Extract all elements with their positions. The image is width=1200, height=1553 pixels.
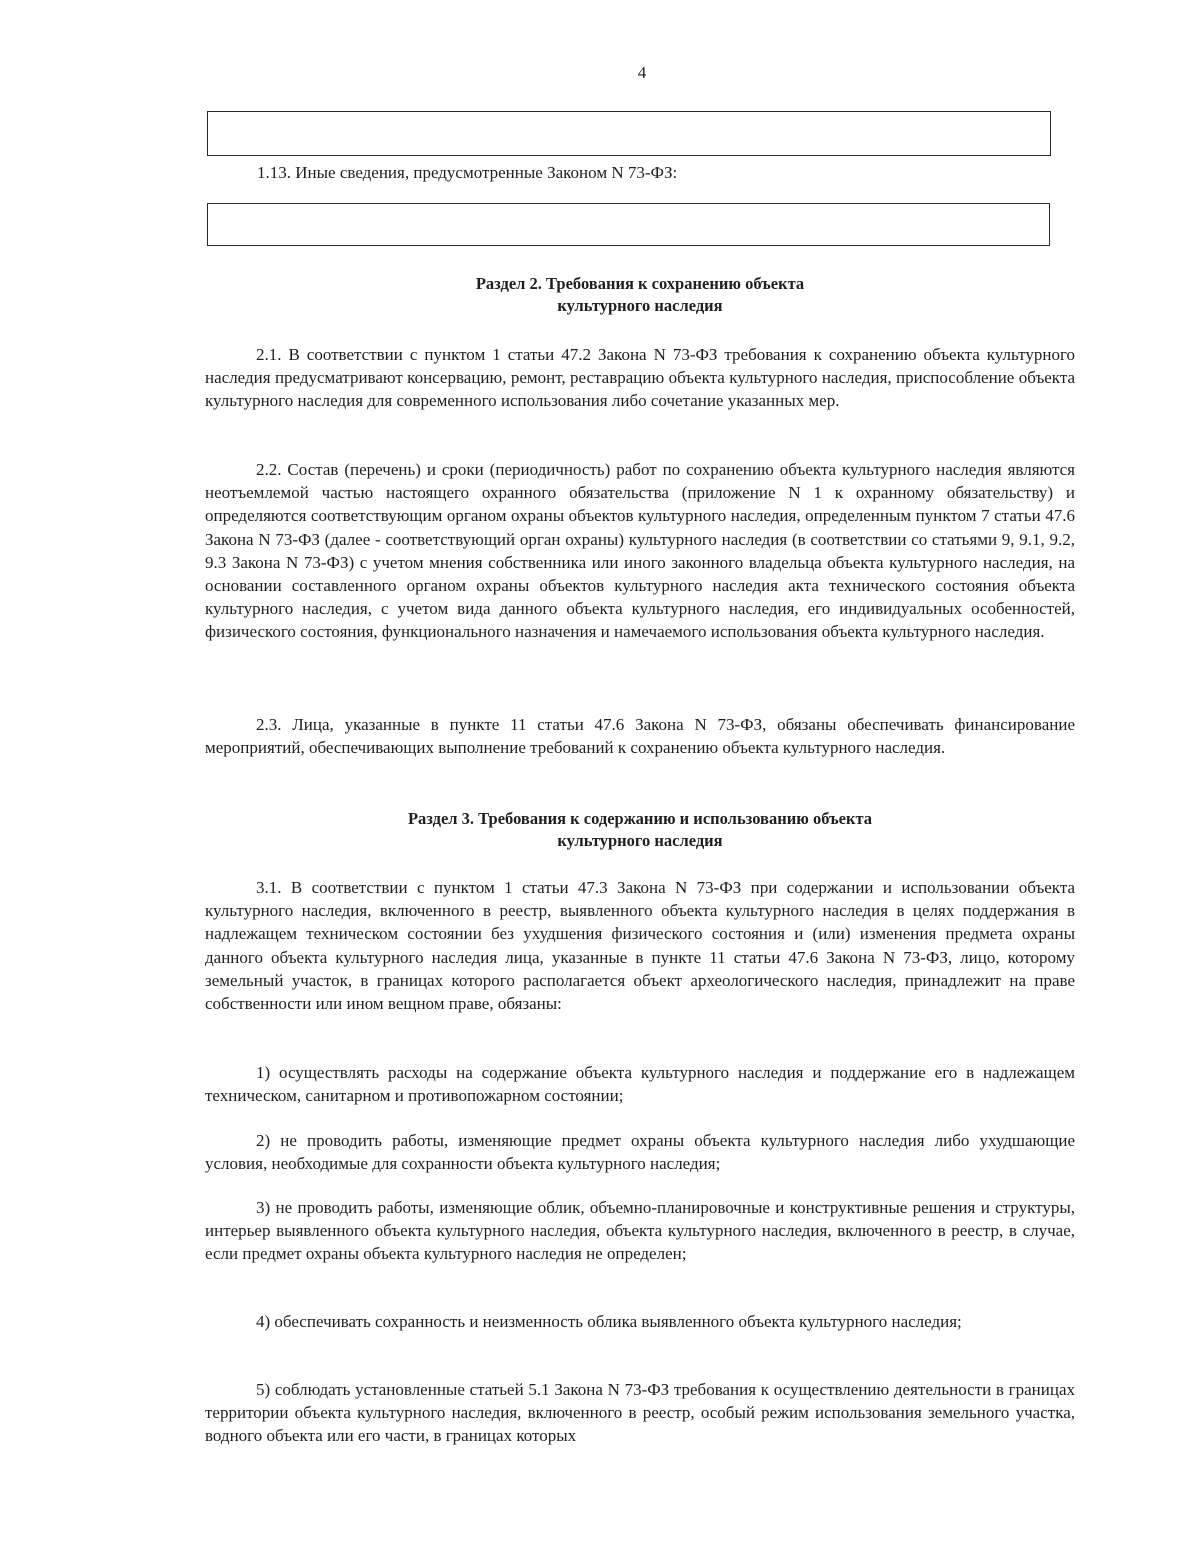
list-item: 1) осуществлять расходы на содержание объекта культурного наследия и поддержание его в надлежащем техническом, санитарном и противопожарном состоянии; xyxy=(205,1063,1075,1106)
list-item: 5) соблюдать установленные статьей 5.1 Закона N 73-ФЗ требования к осуществлению деятельности в границах территории объекта культурного наследия, включенного в реестр, особый режим использования земельного участка, водного объекта или его части, в границах которых xyxy=(205,1380,1075,1446)
empty-field-box xyxy=(207,111,1051,156)
paragraph-3-1: 3.1. В соответствии с пунктом 1 статьи 47.3 Закона N 73-ФЗ при содержании и использовании объекта культурного наследия, включенного в реестр, выявленного объекта культурного наследия в целях поддержания в надлежащем техническом состоянии без ухудшения физического состояния и (или) изменения предмета охраны данного объекта культурного наследия лица, указанные в пункте 11 статьи 47.6 Закона N 73-ФЗ, лицо, которому земельный участок, в границах которого располагается объект археологического наследия, принадлежит на праве собственности или ином вещном праве, обязаны: xyxy=(205,878,1075,1014)
section-2-title-line-1: Раздел 2. Требования к сохранению объекта xyxy=(475,274,805,293)
section-3-heading xyxy=(200,808,1080,852)
paragraph-2-2: 2.2. Состав (перечень) и сроки (периодичность) работ по сохранению объекта культурного наследия являются неотъемлемой частью настоящего охранного обязательства (приложение N 1 к охранному обязательству) и определяются соответствующим органом охраны объектов культурного наследия, определенным пунктом 7 статьи 47.6 Закона N 73-ФЗ (далее - соответствующий орган охраны) культурного наследия (в соответствии со статьями 9, 9.1, 9.2, 9.3 Закона N 73-ФЗ) с учетом мнения собственника или иного законного владельца объекта культурного наследия, на основании составленного органом охраны объектов культурного наследия акта технического состояния объекта культурного наследия, с учетом вида данного объекта культурного наследия, его индивидуальных особенностей, физического состояния, функционального назначения и намечаемого использования объекта культурного наследия. xyxy=(205,460,1075,642)
list-item: 4) обеспечивать сохранность и неизменность облика выявленного объекта культурного наследия; xyxy=(256,1312,962,1331)
paragraph-2-3: 2.3. Лица, указанные в пункте 11 статьи 47.6 Закона N 73-ФЗ, обязаны обеспечивать финансирование мероприятий, обеспечивающих выполнение требований к сохранению объекта культурного наследия. xyxy=(205,715,1075,758)
paragraph-2-1: 2.1. В соответствии с пунктом 1 статьи 47.2 Закона N 73-ФЗ требования к сохранению объекта культурного наследия предусматривают консервацию, ремонт, реставрацию объекта культурного наследия, приспособление объекта культурного наследия для современного использования либо сочетание указанных мер. xyxy=(205,345,1075,411)
list-item: 3) не проводить работы, изменяющие облик, объемно-планировочные и конструктивные решения и структуры, интерьер выявленного объекта культурного наследия, объекта культурного наследия, включенного в реестр, в случае, если предмет охраны объекта культурного наследия не определен; xyxy=(205,1198,1075,1264)
section-2-heading xyxy=(200,273,1080,317)
other-info-field-box xyxy=(207,203,1050,246)
item-1-13: 1.13. Иные сведения, предусмотренные Законом N 73-ФЗ: xyxy=(257,163,678,182)
list-item: 2) не проводить работы, изменяющие предмет охраны объекта культурного наследия либо ухудшающие условия, необходимые для сохранности объекта культурного наследия; xyxy=(205,1131,1075,1174)
page-number: 4 xyxy=(637,63,647,82)
section-2-title-line-2: культурного наследия xyxy=(557,296,723,315)
section-3-title-line-1: Раздел 3. Требования к содержанию и использованию объекта xyxy=(407,809,873,828)
section-3-title-line-2: культурного наследия xyxy=(557,831,723,850)
